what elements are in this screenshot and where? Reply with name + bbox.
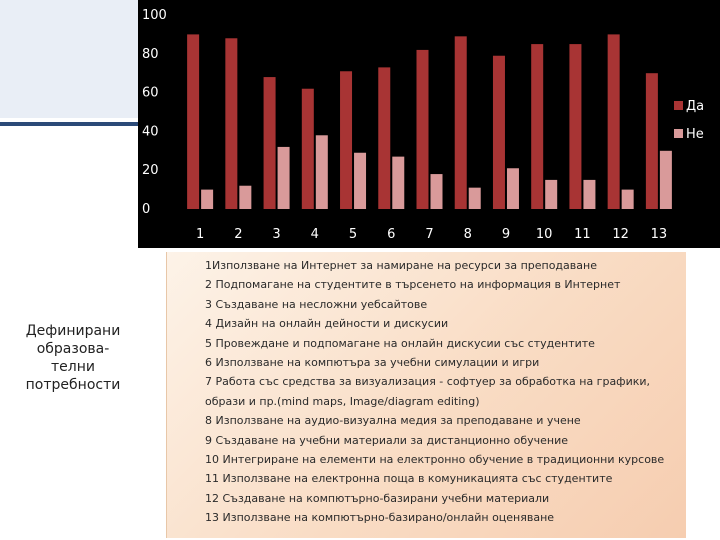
x-tick-label: 9 (501, 227, 511, 242)
bar-da (302, 89, 314, 209)
bar-ne (545, 180, 557, 209)
y-tick-label: 40 (142, 124, 159, 140)
bar-da (340, 71, 352, 209)
y-tick-label: 0 (142, 202, 151, 217)
bar-ne (239, 186, 251, 209)
x-tick-label: 5 (348, 227, 358, 242)
bar-da (646, 73, 658, 209)
x-tick-label: 10 (535, 227, 553, 242)
note-item: 5 Провеждане и подпомагане на онлайн дискусии със студентите (205, 336, 595, 350)
side-title-line: образова- (36, 341, 110, 357)
bar-ne (622, 190, 634, 209)
note-item: 3 Създаване на несложни уебсайтове (205, 297, 428, 311)
bar-da (569, 44, 581, 209)
x-tick-label: 11 (574, 227, 591, 242)
bar-da (225, 38, 237, 209)
bar-da (417, 50, 429, 209)
legend-notes-box (166, 252, 686, 538)
bar-ne (583, 180, 595, 209)
x-tick-label: 13 (650, 227, 668, 242)
legend-swatch (674, 129, 683, 138)
bar-ne (354, 153, 366, 209)
note-item: 12 Създаване на компютърно-базирани учебни материали (205, 491, 550, 505)
note-item: 4 Дизайн на онлайн дейности и дискусии (205, 317, 449, 331)
x-tick-label: 2 (234, 227, 243, 242)
bar-ne (469, 188, 481, 209)
y-tick-label: 80 (142, 46, 159, 62)
bar-ne (278, 147, 290, 209)
bar-da (531, 44, 543, 209)
bar-da (378, 67, 390, 209)
note-item: 7 Работа със средства за визуализация - софтуер за обработка на графики, образи и пр.(mind maps, Image/diagram editing) (205, 375, 651, 408)
bar-ne (431, 174, 443, 209)
bar-da (264, 77, 276, 209)
decorative-block (0, 0, 138, 118)
bar-ne (316, 135, 328, 209)
note-item: 1Използване на Интернет за намиране на ресурси за преподаване (205, 259, 597, 272)
decorative-rule (0, 122, 138, 126)
bar-ne (392, 157, 404, 209)
bar-ne (660, 151, 672, 209)
side-title (14, 322, 132, 394)
side-title-line: телни (51, 359, 95, 375)
note-item: 8 Използване на аудио-визуална медия за преподаване и учене (205, 414, 581, 428)
x-tick-label: 7 (425, 227, 434, 242)
x-tick-label: 3 (272, 227, 281, 242)
bar-ne (201, 190, 213, 209)
note-item: 11 Използване на електронна поща в комуникацията със студентите (205, 472, 613, 486)
note-item: 6 Използване на компютъра за учебни симулации и игри (205, 356, 540, 370)
x-tick-label: 4 (310, 227, 319, 242)
bar-ne (507, 168, 519, 209)
note-item: 13 Използване на компютърно-базирано/онлайн оценяване (205, 511, 555, 525)
x-tick-label: 1 (195, 227, 205, 242)
y-tick-label: 60 (142, 85, 159, 101)
bar-da (187, 34, 199, 209)
legend-label: Да (686, 99, 705, 114)
bar-da (608, 34, 620, 209)
bar-da (455, 36, 467, 209)
left-panel (0, 0, 138, 540)
chart-svg (138, 0, 720, 248)
bar-chart (138, 0, 720, 248)
bar-da (493, 56, 505, 209)
legend-label: Не (686, 127, 704, 142)
y-tick-label: 20 (142, 163, 159, 179)
side-title-line: Дефинирани (25, 323, 121, 339)
side-title-line: потребности (25, 377, 121, 393)
x-tick-label: 6 (387, 227, 396, 242)
legend-swatch (674, 101, 683, 110)
x-tick-label: 8 (463, 227, 472, 242)
y-tick-label: 100 (142, 8, 167, 23)
note-item: 9 Създаване на учебни материали за дистанционно обучение (205, 433, 569, 447)
x-tick-label: 12 (612, 227, 629, 242)
note-item: 2 Подпомагане на студентите в търсенето на информация в Интернет (205, 278, 621, 292)
note-item: 10 Интегриране на елементи на електронно обучение в традиционни курсове (205, 453, 665, 467)
